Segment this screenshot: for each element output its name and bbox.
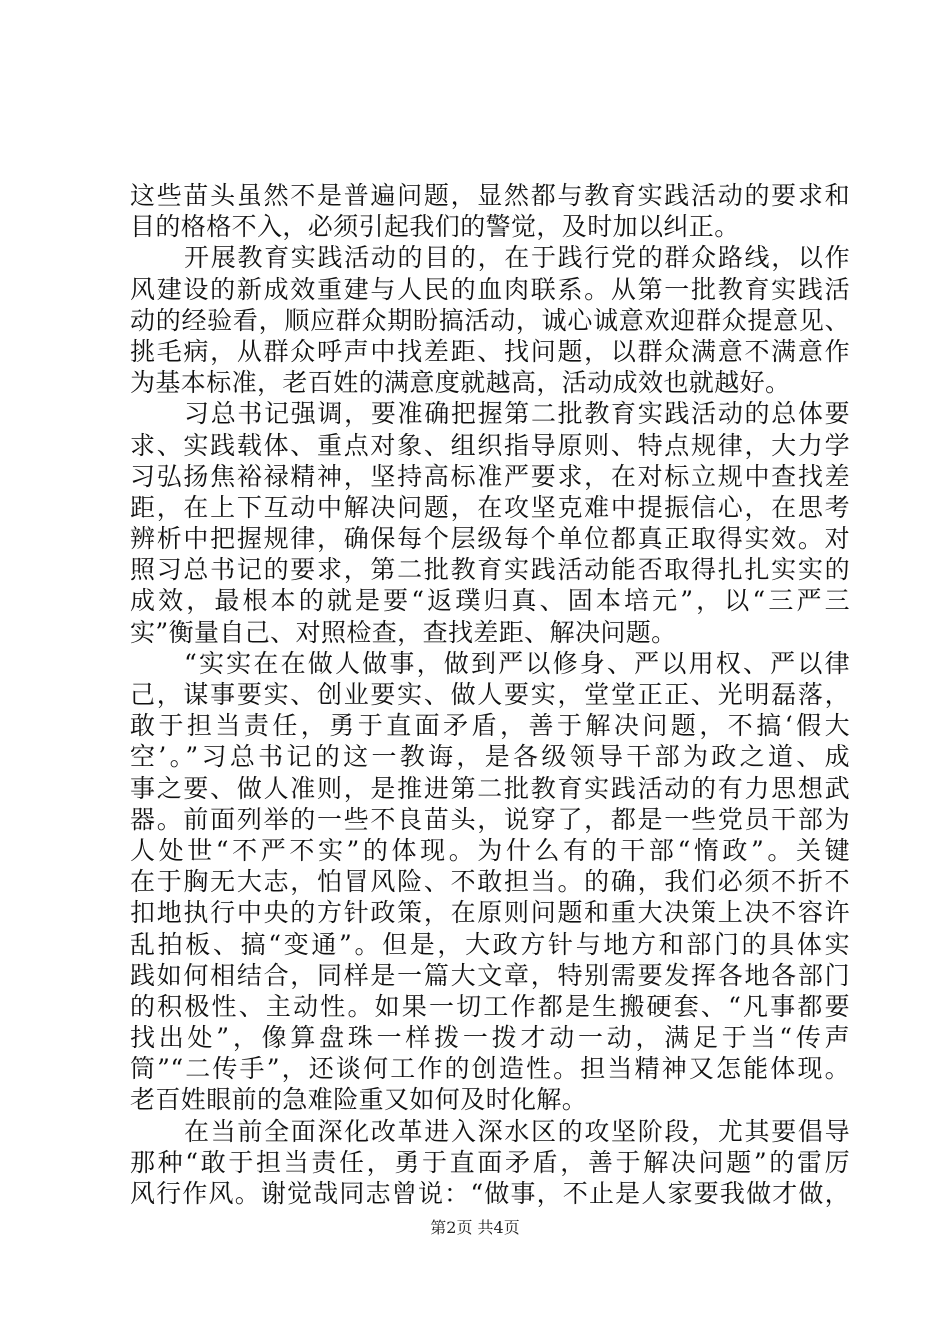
- text-line: 这些苗头虽然不是普遍问题，显然都与教育实践活动的要求和: [130, 181, 850, 210]
- text-line: “实实在在做人做事，做到严以修身、严以用权、严以律: [184, 648, 850, 678]
- text-line: 找出处”，像算盘珠一样拨一拨才动一动，满足于当“传声: [130, 1023, 850, 1053]
- text-line: 扣地执行中央的方针政策，在原则问题和重大决策上决不容许: [130, 898, 850, 928]
- text-line: 照习总书记的要求，第二批教育实践活动能否取得扎扎实实的: [130, 555, 850, 585]
- text-line: 目的格格不入，必须引起我们的警觉，及时加以纠正。: [130, 212, 740, 242]
- text-line: 空’。”习总书记的这一教诲，是各级领导干部为政之道、成: [130, 742, 850, 772]
- text-line: 器。前面列举的一些不良苗头，说穿了，都是一些党员干部为: [130, 804, 850, 834]
- text-line: 人处世“不严不实”的体现。为什么有的干部“惰政”。关键: [130, 835, 850, 865]
- text-line: 习总书记强调，要准确把握第二批教育实践活动的总体要: [184, 399, 850, 429]
- page-footer: [0, 1218, 950, 1238]
- text-line: 那种“敢于担当责任，勇于直面矛盾，善于解决问题”的雷厉: [130, 1147, 850, 1177]
- text-line: 距，在上下互动中解决问题，在攻坚克难中提振信心，在思考: [130, 492, 850, 522]
- text-line: 己，谋事要实、创业要实、做人要实，堂堂正正、光明磊落，: [130, 680, 850, 709]
- text-line: 求、实践载体、重点对象、组织指导原则、特点规律，大力学: [130, 430, 850, 460]
- text-line: 实”衡量自己、对照检查，查找差距、解决问题。: [130, 617, 677, 647]
- page-number-label: 第2页 共4页: [430, 1218, 520, 1237]
- text-line: 风行作风。谢觉哉同志曾说：“做事，不止是人家要我做才做，: [130, 1179, 850, 1208]
- text-line: 辨析中把握规律，确保每个层级每个单位都真正取得实效。对: [130, 524, 850, 554]
- text-line: 敢于担当责任，勇于直面矛盾，善于解决问题，不搞‘假大: [130, 711, 850, 741]
- text-line: 乱拍板、搞“变通”。但是，大政方针与地方和部门的具体实: [130, 929, 850, 959]
- text-line: 事之要、做人准则，是推进第二批教育实践活动的有力思想武: [130, 773, 850, 803]
- text-line: 的积极性、主动性。如果一切工作都是生搬硬套、“凡事都要: [130, 991, 850, 1021]
- text-line: 挑毛病，从群众呼声中找差距、找问题，以群众满意不满意作: [130, 336, 850, 366]
- text-line: 在于胸无大志，怕冒风险、不敢担当。的确，我们必须不折不: [130, 867, 850, 897]
- text-line: 风建设的新成效重建与人民的血肉联系。从第一批教育实践活: [130, 274, 850, 304]
- body-text: [130, 180, 850, 1209]
- text-line: 开展教育实践活动的目的，在于践行党的群众路线，以作: [184, 243, 850, 273]
- text-line: 习弘扬焦裕禄精神，坚持高标准严要求，在对标立规中查找差: [130, 461, 850, 491]
- text-line: 为基本标准，老百姓的满意度就越高，活动成效也就越好。: [130, 368, 791, 398]
- text-line: 老百姓眼前的急难险重又如何及时化解。: [130, 1085, 588, 1115]
- text-line: 践如何相结合，同样是一篇大文章，特别需要发挥各地各部门: [130, 960, 850, 990]
- text-line: 在当前全面深化改革进入深水区的攻坚阶段，尤其要倡导: [184, 1116, 850, 1146]
- text-line: 筒”“二传手”，还谈何工作的创造性。担当精神又怎能体现。: [130, 1054, 850, 1084]
- text-line: 成效，最根本的就是要“返璞归真、固本培元”，以“三严三: [130, 586, 850, 616]
- text-line: 动的经验看，顺应群众期盼搞活动，诚心诚意欢迎群众提意见、: [130, 305, 850, 335]
